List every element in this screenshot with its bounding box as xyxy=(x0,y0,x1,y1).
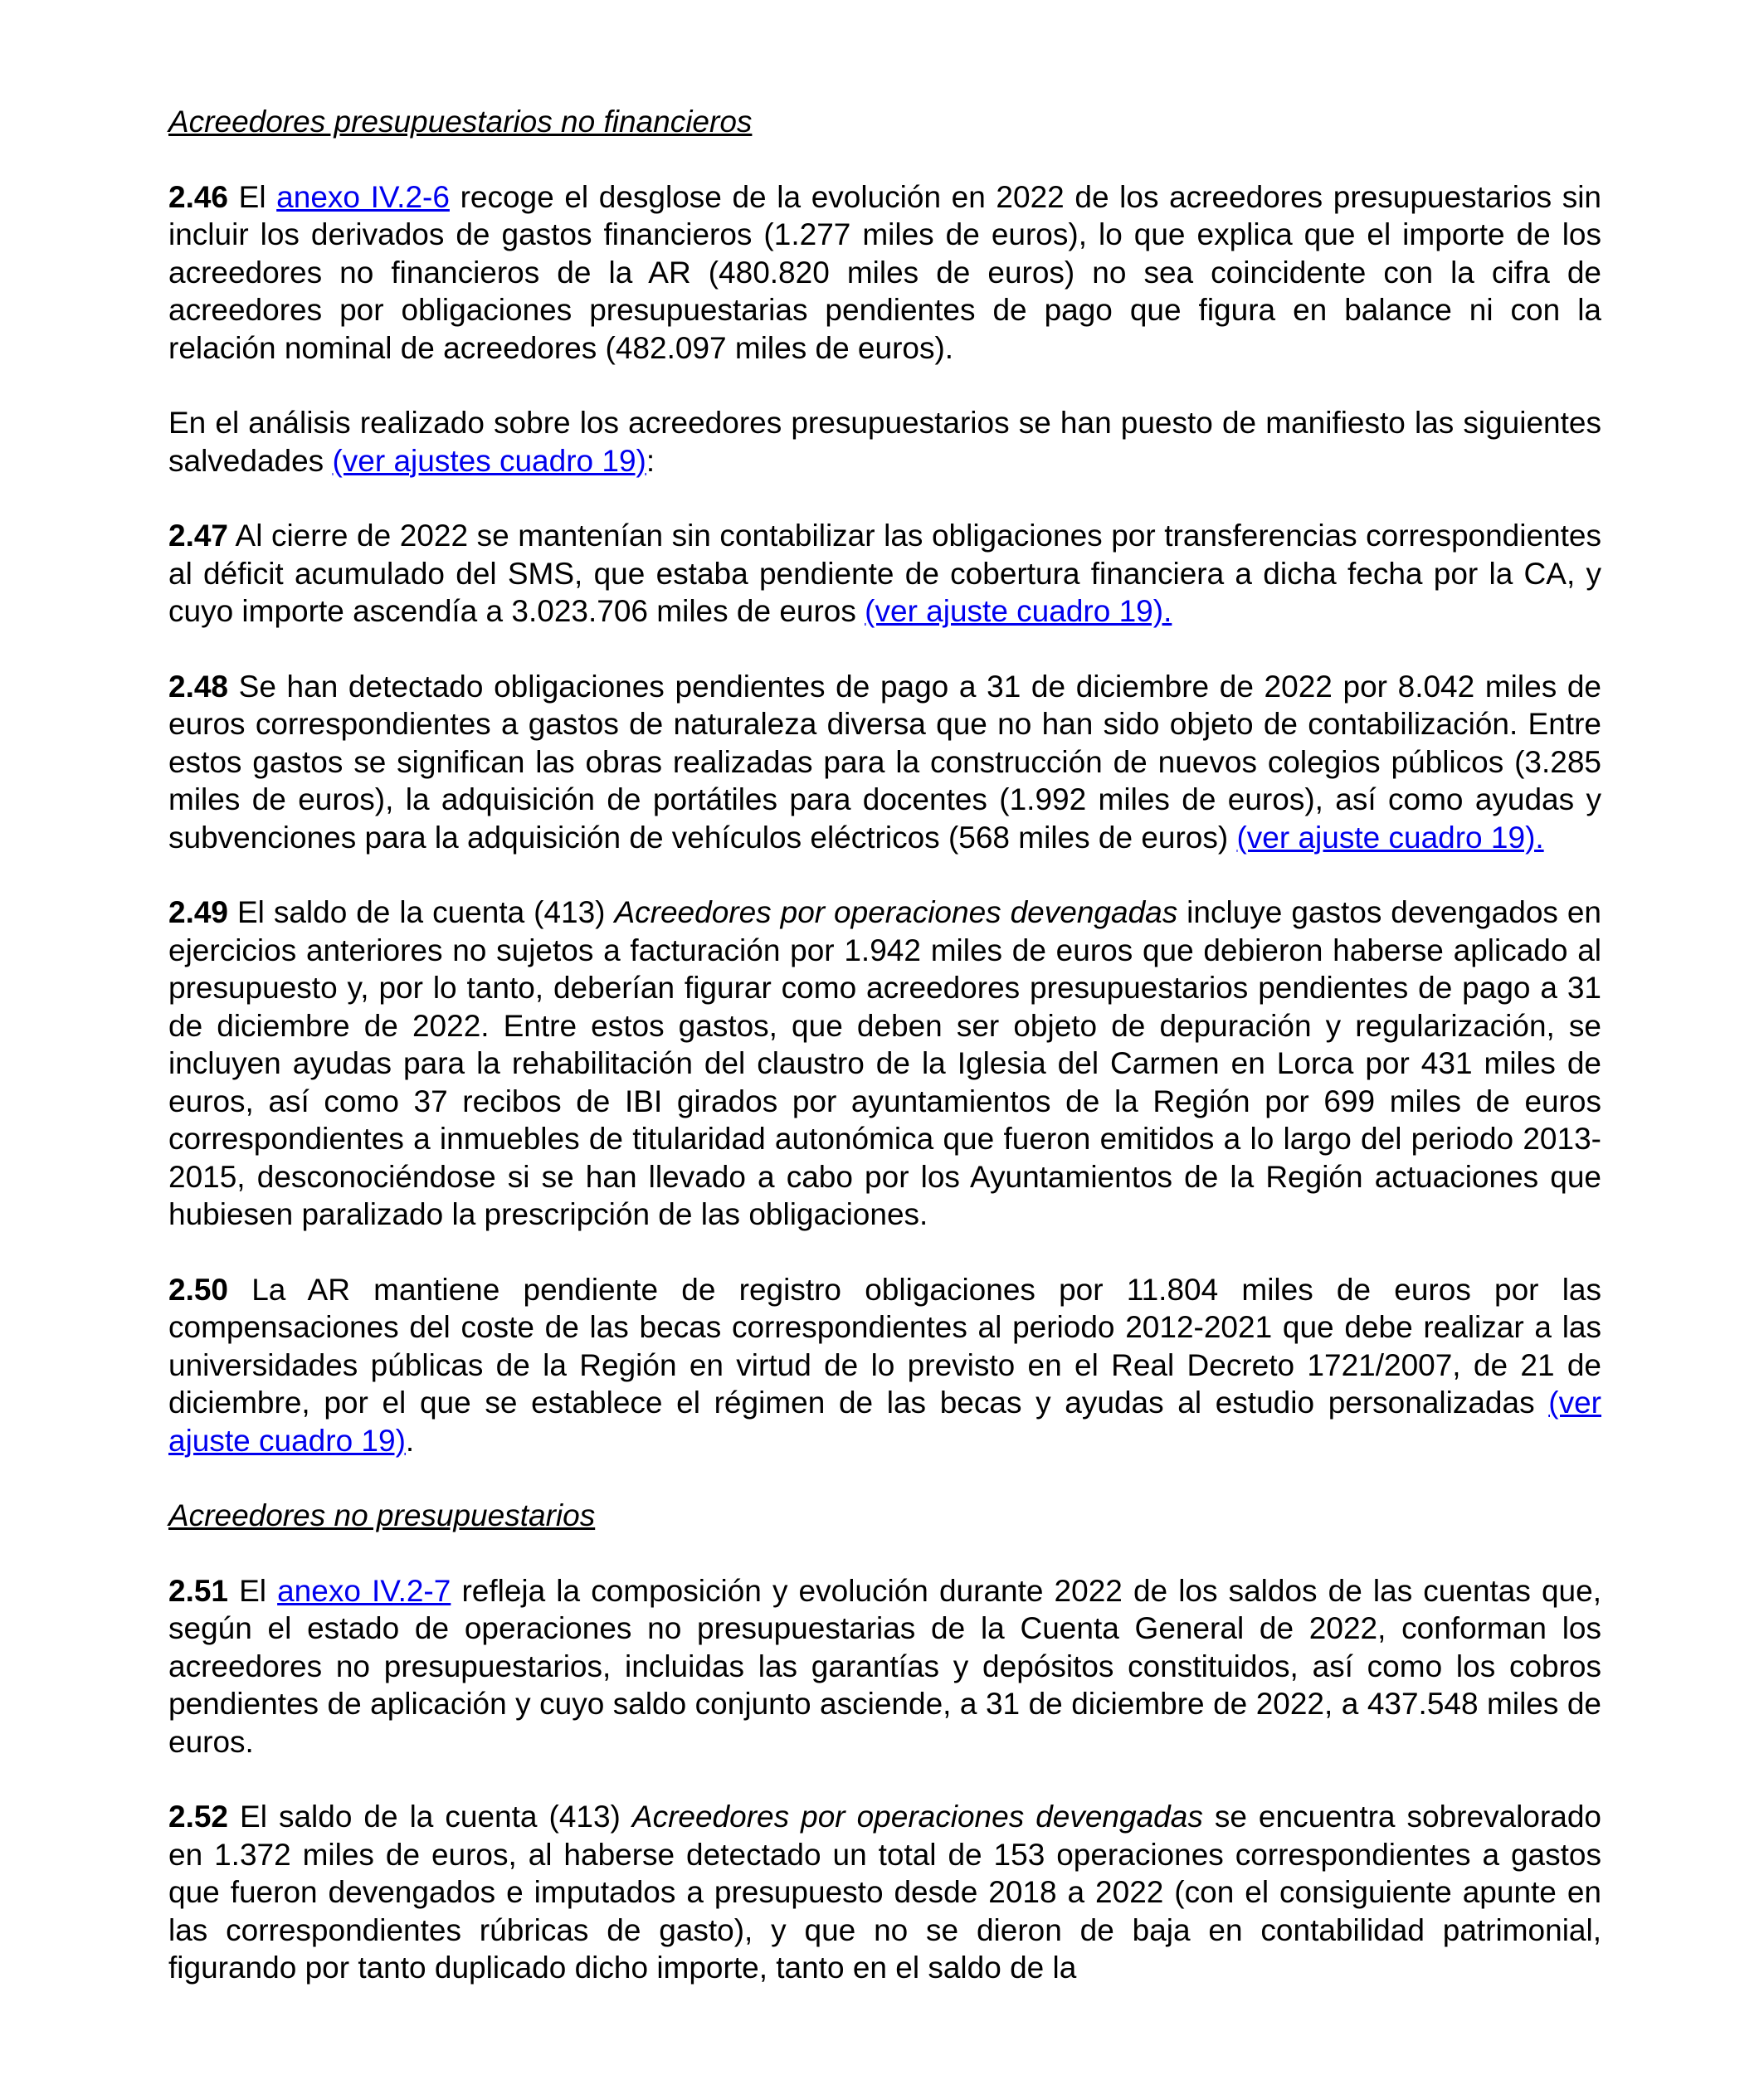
paragraph-number: 2.49 xyxy=(168,895,229,929)
paragraph-2-51 xyxy=(168,1572,1601,1761)
paragraph-2-50 xyxy=(168,1271,1601,1460)
paragraph-text: incluye gastos devengados en ejercicios anteriores no sujetos a facturación por 1.942 miles de euros que debieron haberse aplicado al presupuesto y, por lo tanto, deberían figurar como acreedores presupuestarios pendientes de pago a 31 de diciembre de 2022. Entre estos gastos, que deben ser objeto de depuración y regularización, se incluyen ayudas para la rehabilitación del claustro de la Iglesia del Carmen en Lorca por 431 miles de euros, así como 37 recibos de IBI girados por ayuntamientos de la Región por 699 miles de euros correspondientes a inmuebles de titularidad autonómica que fueron emitidos a lo largo del periodo 2013-2015, desconociéndose si se han llevado a cabo por los Ayuntamientos de la Región actuaciones que hubiesen paralizado la prescripción de las obligaciones. xyxy=(168,895,1602,1231)
paragraph-2-49 xyxy=(168,894,1601,1234)
ver-ajuste-cuadro-19-link[interactable]: (ver ajuste cuadro 19). xyxy=(865,594,1172,628)
paragraph-text: refleja la composición y evolución durante 2022 de los saldos de las cuentas que, según el estado de operaciones no presupuestarias de la Cuenta General de 2022, conforman los acreedores no presupuestarios, incluidas las garantías y depósitos constituidos, así como los cobros pendientes de aplicación y cuyo saldo conjunto asciende, a 31 de diciembre de 2022, a 437.548 miles de euros. xyxy=(168,1573,1601,1759)
ver-ajuste-cuadro-19-link[interactable]: (ver ajuste cuadro 19) xyxy=(168,1386,1601,1458)
paragraph-2-46 xyxy=(168,178,1601,368)
paragraph-text: . xyxy=(405,1423,415,1458)
paragraph-text: Se han detectado obligaciones pendientes de pago a 31 de diciembre de 2022 por 8.042 miles de euros correspondientes a gastos de naturaleza diversa que no han sido objeto de contabilización. Entre estos gastos se significan las obras realizadas para la construcción de nuevos colegios públicos (3.285 miles de euros), la adquisición de portátiles para docentes (1.992 miles de euros), así como ayudas y subvenciones para la adquisición de vehículos eléctricos (568 miles de euros) xyxy=(168,669,1601,855)
paragraph-intro-salvedades xyxy=(168,404,1601,480)
paragraph-number: 2.52 xyxy=(168,1800,229,1834)
paragraph-text: La AR mantiene pendiente de registro obligaciones por 11.804 miles de euros por las compensaciones del coste de las becas correspondientes al periodo 2012-2021 que debe realizar a las universidades públicas de la Región en virtud de lo previsto en el Real Decreto 1721/2007, de 21 de diciembre, por el que se establece el régimen de las becas y ayudas al estudio personalizadas xyxy=(168,1272,1601,1420)
ver-ajustes-cuadro-19-link[interactable]: (ver ajustes cuadro 19) xyxy=(332,443,646,478)
paragraph-text: Al cierre de 2022 se mantenían sin contabilizar las obligaciones por transferencias correspondientes al déficit acumulado del SMS, que estaba pendiente de cobertura financiera a dicha fecha por la CA, y cuyo importe ascendía a 3.023.706 miles de euros xyxy=(168,519,1601,628)
paragraph-text: : xyxy=(646,443,655,478)
paragraph-number: 2.47 xyxy=(168,519,229,553)
paragraph-text: El xyxy=(228,179,277,214)
paragraph-2-52 xyxy=(168,1798,1601,1987)
account-name-italic: Acreedores por operaciones devengadas xyxy=(631,1800,1203,1834)
account-name-italic: Acreedores por operaciones devengadas xyxy=(614,895,1178,929)
ver-ajuste-cuadro-19-link[interactable]: (ver ajuste cuadro 19). xyxy=(1236,820,1544,855)
paragraph-number: 2.50 xyxy=(168,1272,229,1307)
paragraph-text: El saldo de la cuenta (413) xyxy=(228,1800,632,1834)
paragraph-number: 2.46 xyxy=(168,179,229,214)
section-heading-acreedores-no-presupuestarios: Acreedores no presupuestarios xyxy=(168,1498,596,1532)
document-body xyxy=(168,103,1601,2024)
anexo-iv-2-7-link[interactable]: anexo IV.2-7 xyxy=(277,1573,451,1608)
paragraph-2-48 xyxy=(168,668,1601,857)
paragraph-text: El xyxy=(228,1573,278,1608)
paragraph-number: 2.48 xyxy=(168,669,229,704)
paragraph-2-47 xyxy=(168,517,1601,631)
section-heading-acreedores-presupuestarios: Acreedores presupuestarios no financieros xyxy=(168,105,753,139)
paragraph-text: El saldo de la cuenta (413) xyxy=(228,895,615,929)
paragraph-text: En el análisis realizado sobre los acreedores presupuestarios se han puesto de manifiesto las siguientes salvedades xyxy=(168,406,1601,478)
anexo-iv-2-6-link[interactable]: anexo IV.2-6 xyxy=(276,179,450,214)
paragraph-number: 2.51 xyxy=(168,1573,229,1608)
paragraph-text: se encuentra sobrevalorado en 1.372 miles de euros, al haberse detectado un total de 153 operaciones correspondientes a gastos que fueron devengados e imputados a presupuesto desde 2018 a 2022 (con el consiguiente apunte en las correspondientes rúbricas de gasto), y que no se dieron de baja en contabilidad patrimonial, figurando por tanto duplicado dicho importe, tanto en el saldo de la xyxy=(168,1800,1601,1985)
paragraph-text: recoge el desglose de la evolución en 2022 de los acreedores presupuestarios sin incluir los derivados de gastos financieros (1.277 miles de euros), lo que explica que el importe de los acreedores no financieros de la AR (480.820 miles de euros) no sea coincidente con la cifra de acreedores por obligaciones presupuestarias pendientes de pago que figura en balance ni con la relación nominal de acreedores (482.097 miles de euros). xyxy=(168,179,1601,365)
